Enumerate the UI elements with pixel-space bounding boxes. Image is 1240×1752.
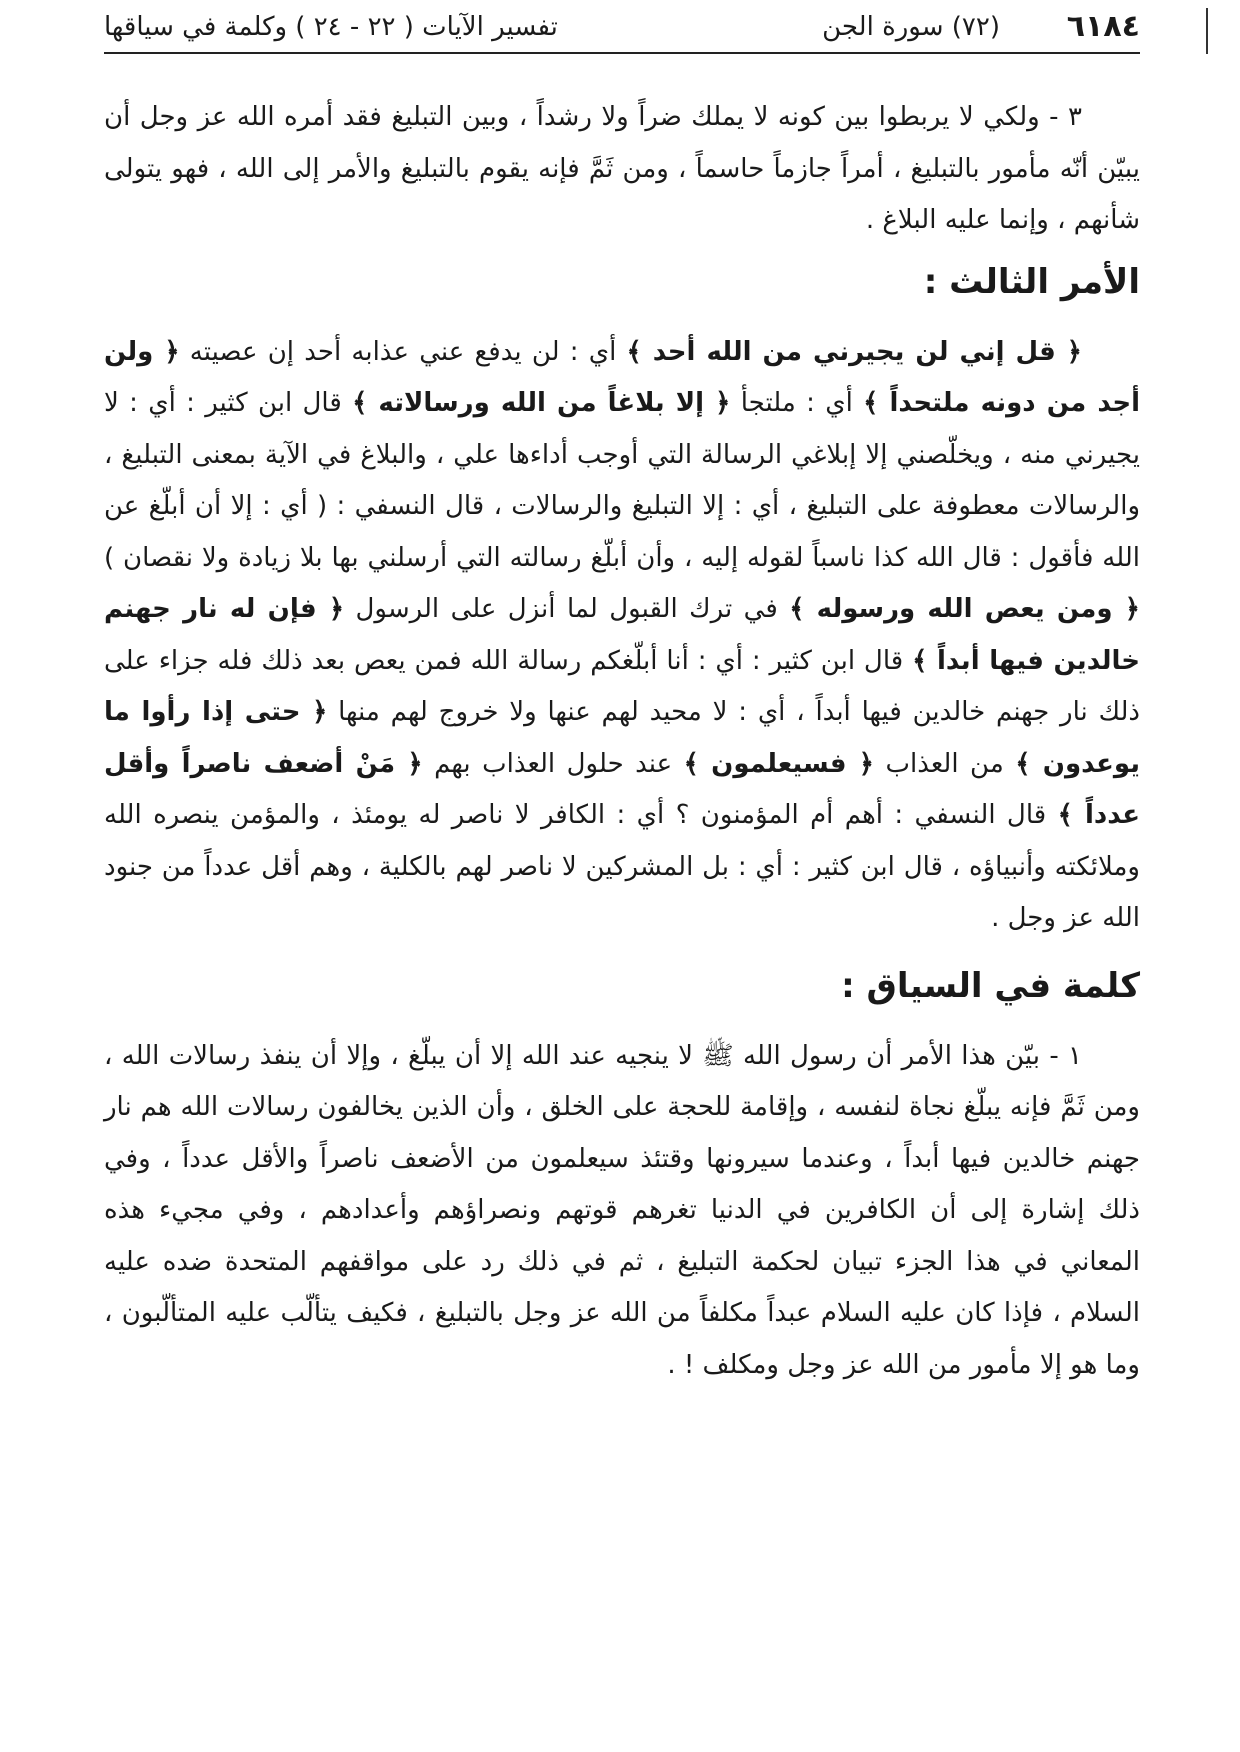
surah-title: (٧٢) سورة الجن (822, 12, 1000, 42)
commentary-segment: أي : لن يدفع عني عذابه أحد إن عصيته (179, 336, 627, 367)
paragraph-commentary (104, 327, 1140, 945)
quran-verse-segment: ﴿ إلا بلاغاً من الله ورسالاته ﴾ (352, 388, 731, 418)
running-header (104, 8, 1140, 46)
commentary-segment: من العذاب (874, 748, 1016, 779)
page-body (104, 92, 1140, 1391)
header-rule (104, 52, 1140, 54)
commentary-segment: قال النسفي : أهم أم المؤمنون ؟ أي : الكافر لا ناصر له يومئذ ، والمؤمن ينصره الله وملائكته وأنبياؤه ، قال ابن كثير : أي : بل المشركين لا ناصر لهم بالكلية ، وهم أقل عدداً من جنود الله عز وجل . (104, 800, 1140, 933)
heading-context-word: كلمة في السياق : (841, 965, 1140, 1006)
section-title: تفسير الآيات ( ٢٢ - ٢٤ ) وكلمة في سياقها (104, 12, 558, 42)
quran-verse-segment: ﴿ مَنْ أضعف ناصراً وأقل عدداً ﴾ (104, 748, 1140, 830)
page (104, 8, 1141, 1380)
page-edge-mark (1206, 8, 1208, 54)
commentary-segment: أي : ملتجأ (730, 388, 864, 418)
page-number: ٦١٨٤ (1066, 9, 1140, 44)
quran-verse-segment: ﴿ قل إني لن يجيرني من الله أحد ﴾ (626, 336, 1083, 367)
commentary-segment: عند حلول العذاب بهم (422, 748, 684, 779)
quran-verse-segment: ﴿ فسيعلمون ﴾ (683, 748, 875, 779)
heading-third-matter: الأمر الثالث : (923, 261, 1140, 302)
quran-verse-segment: ﴿ حتى إذا رأوا ما يوعدون ﴾ (104, 697, 1140, 779)
commentary-segment: في ترك القبول لما أنزل على الرسول (344, 594, 790, 624)
paragraph-context-point-1: ١ - بيّن هذا الأمر أن رسول الله ﷺ لا ينجيه عند الله إلا أن يبلّغ ، وإلا أن ينفذ رسالات الله ، ومن ثَمَّ فإنه يبلّغ نجاة لنفسه ، وإقامة للحجة على الخلق ، وأن الذين يخالفون رسالات الله هم نار جهنم خالدين فيها أبداً ، وعندما سيرونها وقتئذ سيعلمون من الأضعف ناصراً والأقل عدداً ، وفي ذلك إشارة إلى أن الكافرين في الدنيا تغرهم قوتهم ونصراؤهم وأعدادهم ، وفي مجيء هذه المعاني في هذا الجزء تبيان لحكمة التبليغ ، ثم في ذلك رد على مواقفهم المتحدة ضده عليه السلام ، فإذا كان عليه السلام عبداً مكلفاً من الله عز وجل بالتبليغ ، فكيف يتألّب عليه المتألّبون ، وما هو إلا مأمور من الله عز وجل ومكلف ! . (104, 1040, 1140, 1380)
quran-verse-segment: ﴿ فإن له نار جهنم خالدين فيها أبداً ﴾ (104, 594, 1140, 676)
commentary-segment: قال ابن كثير : أي : أنا أبلّغكم رسالة الله فمن يعص بعد ذلك فله جزاء على ذلك نار جهنم خالدين فيها أبداً ، أي : لا محيد لهم عنها ولا خروج لهم منها (104, 645, 1140, 727)
paragraph-point-3: ٣ - ولكي لا يربطوا بين كونه لا يملك ضراً ولا رشداً ، وبين التبليغ فقد أمره الله عز وجل أن يبيّن أنّه مأمور بالتبليغ ، أمراً جازماً حاسماً ، ومن ثَمَّ فإنه يقوم بالتبليغ والأمر إلى الله ، فهو يتولى شأنهم ، وإنما عليه البلاغ . (104, 102, 1140, 235)
quran-verse-segment: ﴿ ومن يعص الله ورسوله ﴾ (789, 594, 1140, 624)
quran-verse-segment: ﴿ ولن أجد من دونه ملتحداً ﴾ (104, 336, 1141, 418)
commentary-segment: قال ابن كثير : أي : لا يجيرني منه ، ويخلّصني إلا إبلاغي الرسالة التي أوجب أداءها علي ، والبلاغ في الآية بمعنى التبليغ ، والرسالات معطوفة على التبليغ ، أي : إلا التبليغ والرسالات ، قال النسفي : ( أي : إلا أن أبلّغ عن الله فأقول : قال الله كذا ناسباً لقوله إليه ، وأن أبلّغ رسالته التي أرسلني بها بلا زيادة ولا نقصان ) (104, 388, 1140, 573)
